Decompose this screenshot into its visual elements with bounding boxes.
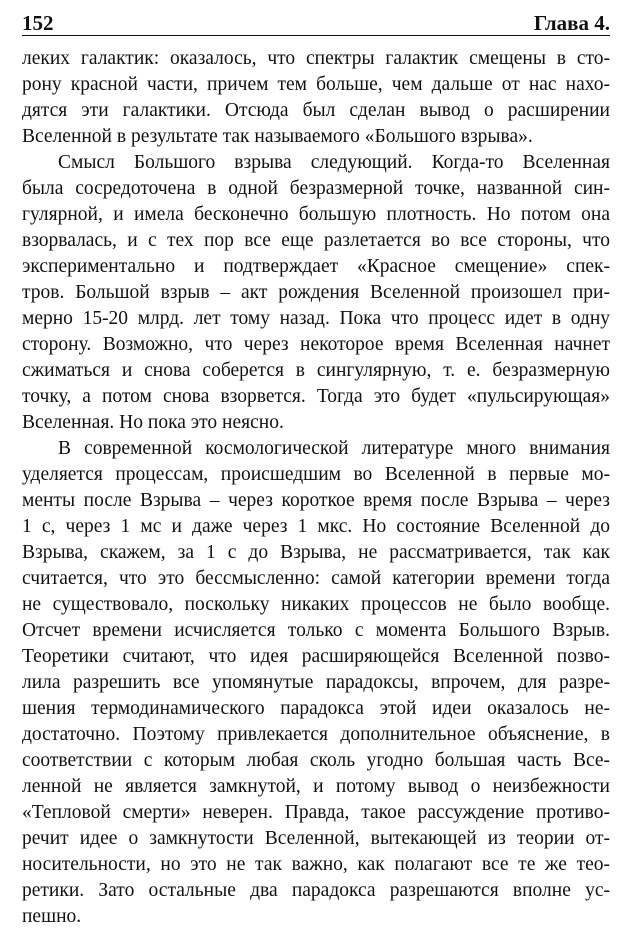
text-line: тров. Большой взрыв – акт рождения Вселенной произошел при- [22, 282, 610, 303]
text-line: Вселенная. Но пока это неясно. [22, 412, 284, 433]
text-line: шения термодинамического парадокса этой идеи оказалось не- [22, 698, 610, 719]
text-line: сторону. Возможно, что через некоторое время Вселенная начнет [22, 334, 610, 355]
text-line: В современной космологической литературе много внимания [58, 438, 610, 459]
text-line: леких галактик: оказалось, что спектры галактик смещены в сто- [22, 48, 610, 69]
text-line: Взрыва, скажем, за 1 с до Взрыва, не рассматривается, так как [22, 542, 610, 563]
text-line: дятся эти галактики. Отсюда был сделан вывод о расширении [22, 100, 610, 121]
text-line: менты после Взрыва – через короткое время после Взрыва – через [22, 490, 610, 511]
text-line: пешно. [22, 906, 82, 927]
text-line: гулярной, и имела бесконечно большую плотность. Но потом она [22, 204, 610, 225]
text-line: точку, а потом снова взорвется. Тогда это будет «пульсирующая» [22, 386, 610, 407]
text-line: Вселенной в результате так называемого «Большого взрыва». [22, 126, 533, 147]
body-text [22, 46, 610, 930]
page-number: 152 [22, 11, 54, 35]
text-line: соответствии с которым любая сколь угодно большая часть Все- [22, 750, 610, 771]
text-line: Смысл Большого взрыва следующий. Когда-то Вселенная [58, 152, 610, 173]
text-line: носительности, но это не так важно, как полагают все те же тео- [22, 854, 610, 875]
text-line: достаточно. Поэтому привлекается дополнительное объяснение, в [22, 724, 610, 745]
text-line: не существовало, поскольку никаких процессов не было вообще. [22, 594, 610, 615]
page-header [22, 10, 610, 36]
text-line: лила разрешить все упомянутые парадоксы, впрочем, для разре- [22, 672, 610, 693]
text-line: была сосредоточена в одной безразмерной точке, названной син- [22, 178, 610, 199]
text-line: мерно 15-20 млрд. лет тому назад. Пока что процесс идет в одну [22, 308, 610, 329]
text-line: ретики. Зато остальные два парадокса разрешаются вполне ус- [22, 880, 610, 901]
text-line: Отсчет времени исчисляется только с момента Большого Взрыв. [22, 620, 610, 641]
text-line: 1 с, через 1 мс и даже через 1 мкс. Но состояние Вселенной до [22, 516, 610, 537]
text-line: ленной не является замкнутой, и потому вывод о неизбежности [22, 776, 610, 797]
text-line: считается, что это бессмысленно: самой категории времени тогда [22, 568, 610, 589]
text-line: «Тепловой смерти» неверен. Правда, такое рассуждение противо- [22, 802, 610, 823]
text-line: сжиматься и снова соберется в сингулярную, т. е. безразмерную [22, 360, 610, 381]
text-line: речит идее о замкнутости Вселенной, вытекающей из теории от- [22, 828, 610, 849]
text-line: экспериментально и подтверждает «Красное смещение» спек- [22, 256, 610, 277]
text-line: взорвалась, и с тех пор все еще разлетается во все стороны, что [22, 230, 610, 251]
text-line: Теоретики считают, что идея расширяющейся Вселенной позво- [22, 646, 610, 667]
text-line: рону красной части, причем тем больше, чем дальше от нас нахо- [22, 74, 610, 95]
chapter-title: Глава 4. [533, 11, 610, 35]
text-line: уделяется процессам, происшедшим во Вселенной в первые мо- [22, 464, 610, 485]
header-rule [22, 35, 610, 36]
